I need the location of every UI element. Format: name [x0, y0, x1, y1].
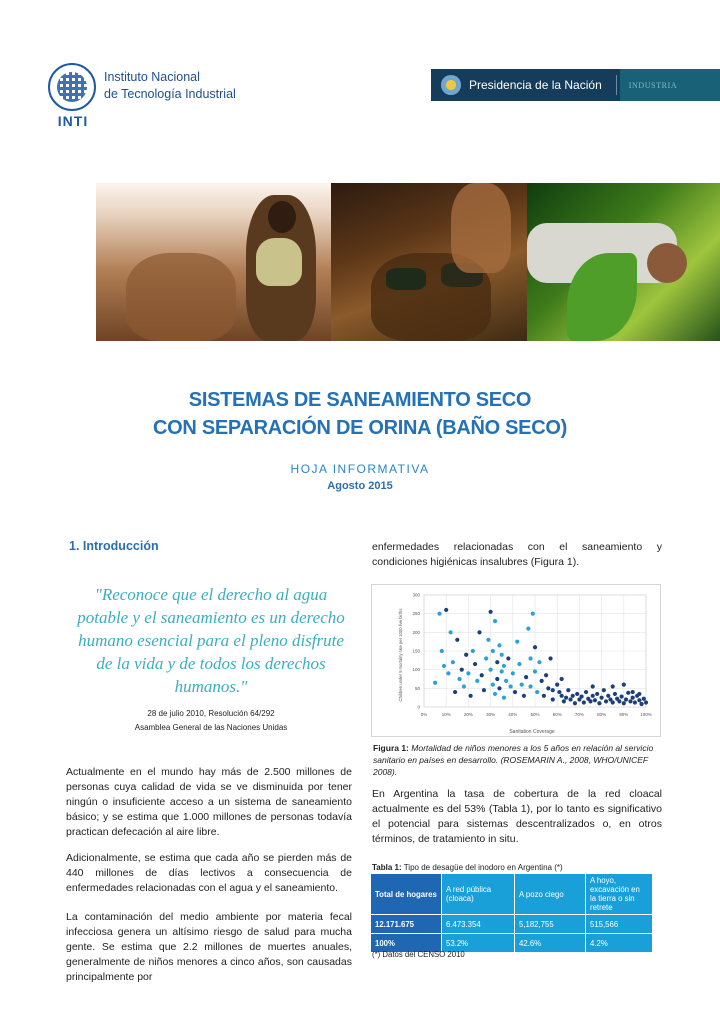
inti-logo-icon — [48, 63, 96, 111]
banner-divider — [616, 75, 617, 95]
data-point — [500, 669, 504, 673]
data-point — [464, 653, 468, 657]
data-point — [531, 612, 535, 616]
data-point — [626, 691, 630, 695]
document-date: Agosto 2015 — [327, 480, 393, 492]
data-point — [613, 692, 617, 696]
data-point — [437, 612, 441, 616]
data-point — [564, 696, 568, 700]
data-point — [631, 696, 635, 700]
data-point — [546, 686, 550, 690]
data-point — [471, 649, 475, 653]
x-tick-label: 0% — [420, 712, 428, 717]
y-tick-label: 0 — [417, 704, 420, 710]
banner-accent — [620, 69, 720, 101]
table-footnote: (*) Datos del CENSO 2010 — [372, 950, 465, 959]
data-point — [477, 630, 481, 634]
y-tick-label: 50 — [414, 685, 420, 691]
data-point — [551, 697, 555, 701]
data-point — [619, 694, 623, 698]
data-point — [595, 692, 599, 696]
data-point — [444, 608, 448, 612]
paragraph-coverage: En Argentina la tasa de cobertura de la red cloacal actualmente es del 53% (Tabla 1), por lo tanto es significativo el potencial para sistemas descentralizados o, en otros términos, de tratamiento in situ. — [372, 788, 662, 845]
data-point — [491, 649, 495, 653]
data-point — [591, 694, 595, 698]
data-point — [504, 679, 508, 683]
y-axis-label: Children under 5 mortality rate per 1000 live births — [398, 608, 403, 702]
data-point — [611, 700, 615, 704]
government-banner — [431, 69, 720, 101]
data-point — [508, 684, 512, 688]
x-axis-label: Sanitation Coverage — [509, 729, 555, 735]
data-point — [604, 699, 608, 703]
sewage-table — [370, 873, 653, 953]
photo-flooded-sandals — [331, 183, 527, 341]
data-point — [588, 699, 592, 703]
data-point — [457, 677, 461, 681]
x-tick-label: 90% — [619, 712, 629, 717]
data-point — [606, 694, 610, 698]
data-point — [642, 697, 646, 701]
figure-1-chart — [371, 584, 661, 737]
x-tick-label: 40% — [508, 712, 518, 717]
data-point — [544, 673, 548, 677]
data-point — [639, 702, 643, 706]
data-point — [562, 699, 566, 703]
table-cell: 42.6% — [515, 934, 586, 953]
data-point — [433, 681, 437, 685]
data-point — [491, 683, 495, 687]
data-point — [480, 673, 484, 677]
data-point — [482, 688, 486, 692]
data-point — [537, 660, 541, 664]
data-point — [524, 675, 528, 679]
data-point — [440, 649, 444, 653]
data-point — [644, 700, 648, 704]
data-point — [533, 645, 537, 649]
x-tick-label: 60% — [552, 712, 562, 717]
figure-caption — [373, 742, 661, 778]
data-point — [495, 677, 499, 681]
data-point — [566, 688, 570, 692]
data-point — [622, 701, 626, 705]
data-point — [584, 690, 588, 694]
data-point — [548, 656, 552, 660]
data-point — [624, 697, 628, 701]
data-point — [511, 671, 515, 675]
data-point — [502, 664, 506, 668]
y-tick-label: 100 — [412, 667, 420, 673]
data-point — [475, 679, 479, 683]
national-seal-icon — [441, 75, 461, 95]
table-header-cell: A pozo ciego — [515, 874, 586, 915]
institute-name-line2: de Tecnología Industrial — [104, 87, 236, 101]
data-point — [571, 694, 575, 698]
photo-leaf-pipe — [527, 183, 720, 341]
data-point — [451, 660, 455, 664]
document-title-line2: CON SEPARACIÓN DE ORINA (BAÑO SECO) — [153, 417, 567, 439]
data-point — [602, 688, 606, 692]
data-point — [591, 684, 595, 688]
table-row — [371, 915, 653, 934]
data-point — [462, 684, 466, 688]
x-tick-label: 10% — [441, 712, 451, 717]
data-point — [575, 692, 579, 696]
data-point — [513, 690, 517, 694]
data-point — [484, 656, 488, 660]
document-title-line1: SISTEMAS DE SANEAMIENTO SECO — [188, 389, 532, 411]
data-point — [515, 640, 519, 644]
photo-child-sitting — [96, 183, 331, 341]
x-tick-label: 30% — [486, 712, 496, 717]
data-point — [449, 630, 453, 634]
data-point — [446, 671, 450, 675]
data-point — [535, 690, 539, 694]
data-point — [533, 669, 537, 673]
data-point — [500, 653, 504, 657]
data-point — [495, 660, 499, 664]
section-heading: 1. Introducción — [69, 539, 159, 553]
x-tick-label: 80% — [597, 712, 607, 717]
data-point — [622, 683, 626, 687]
y-tick-label: 150 — [412, 648, 420, 654]
data-point — [597, 701, 601, 705]
data-point — [497, 643, 501, 647]
data-point — [526, 627, 530, 631]
scatter-chart-svg — [372, 585, 660, 736]
data-point — [460, 668, 464, 672]
data-point — [520, 683, 524, 687]
data-point — [542, 694, 546, 698]
paragraph-2: Adicionalmente, se estima que cada año se pierden más de 440 millones de días lectivos a consecuencia de enfermedades relacionadas con el agua y el saneamiento. — [66, 852, 352, 894]
data-point — [528, 684, 532, 688]
data-point — [442, 664, 446, 668]
data-point — [628, 699, 632, 703]
data-point — [560, 694, 564, 698]
data-point — [522, 694, 526, 698]
data-point — [573, 701, 577, 705]
table-cell: 53.2% — [442, 934, 515, 953]
table-cell: 100% — [371, 934, 442, 953]
paragraph-3: La contaminación del medio ambiente por materia fecal infecciosa genera un altísimo riesgo de salud para mucha gente. Se estima que 2.2 millones de muertes anuales, generalmente de niños menores a cinco años, son causadas principalmente por — [66, 911, 352, 983]
table-cell: 6.473.354 — [442, 915, 515, 934]
table-header-cell: A hoyo, excavación en la tierra o sin retrete — [586, 874, 653, 915]
x-tick-label: 100% — [640, 712, 652, 717]
data-point — [600, 696, 604, 700]
data-point — [493, 692, 497, 696]
x-tick-label: 20% — [463, 712, 473, 717]
data-point — [557, 690, 561, 694]
paragraph-1: Actualmente en el mundo hay más de 2.500 millones de personas cuya calidad de vida se ve disminuida por tener ningún o insuficiente acceso a un sistema de saneamiento básico; y se estima que 1.000 millones de personas todavía practican defecación al aire libre. — [66, 766, 352, 838]
data-point — [489, 668, 493, 672]
data-point — [506, 656, 510, 660]
data-point — [637, 692, 641, 696]
paragraph-intro-continued: enfermedades relacionadas con el saneamiento y condiciones higiénicas insalubres (Figura 1). — [372, 541, 662, 568]
photo-strip — [96, 183, 720, 341]
table-header-cell: A red pública (cloaca) — [442, 874, 515, 915]
table-cell: 5,182,755 — [515, 915, 586, 934]
pull-quote: "Reconoce que el derecho al agua potable y el saneamiento es un derecho humano esencial para el pleno disfrute de la vida y de todos los derechos humanos." — [77, 585, 345, 696]
institute-name-line1: Instituto Nacional — [104, 70, 200, 84]
data-point — [486, 638, 490, 642]
data-point — [493, 619, 497, 623]
data-point — [637, 698, 641, 702]
data-point — [489, 610, 493, 614]
x-tick-label: 70% — [574, 712, 584, 717]
data-point — [502, 696, 506, 700]
data-point — [469, 694, 473, 698]
data-point — [551, 688, 555, 692]
quote-citation-date: 28 de julio 2010, Resolución 64/292 — [147, 709, 275, 718]
data-point — [611, 684, 615, 688]
figure-caption-label: Figura 1: — [373, 743, 409, 753]
inti-acronym: INTI — [57, 113, 89, 129]
data-point — [580, 694, 584, 698]
data-point — [568, 697, 572, 701]
data-point — [582, 700, 586, 704]
y-tick-label: 200 — [412, 629, 420, 635]
data-point — [540, 679, 544, 683]
data-point — [555, 683, 559, 687]
y-tick-label: 300 — [412, 592, 420, 598]
table-cell: 4.2% — [586, 934, 653, 953]
table-title-text: Tipo de desagüe del inodoro en Argentina (*) — [403, 863, 563, 872]
data-point — [473, 662, 477, 666]
quote-citation-source: Asamblea General de las Naciones Unidas — [134, 723, 288, 732]
data-point — [617, 699, 621, 703]
figure-caption-text: Mortalidad de niños menores a los 5 años en relación al servicio sanitario en países en desarrollo. (ROSEMARIN A., 2008, WHO/UNICEF 2008). — [373, 743, 654, 777]
data-point — [453, 690, 457, 694]
x-tick-label: 50% — [530, 712, 540, 717]
table-title-label: Tabla 1: — [372, 863, 402, 872]
data-point — [528, 656, 532, 660]
data-point — [631, 690, 635, 694]
table-cell: 12.171.675 — [371, 915, 442, 934]
table-header-cell: Total de hogares — [371, 874, 442, 915]
table-header-row — [371, 874, 653, 915]
table-cell: 515,566 — [586, 915, 653, 934]
data-point — [466, 671, 470, 675]
data-point — [633, 700, 637, 704]
data-point — [455, 638, 459, 642]
table-title — [372, 863, 563, 872]
government-name: Presidencia de la Nación — [469, 78, 602, 92]
data-point — [517, 662, 521, 666]
document-type: HOJA INFORMATIVA — [290, 462, 430, 476]
data-point — [593, 698, 597, 702]
data-point — [560, 677, 564, 681]
data-point — [497, 686, 501, 690]
y-tick-label: 250 — [412, 611, 420, 617]
